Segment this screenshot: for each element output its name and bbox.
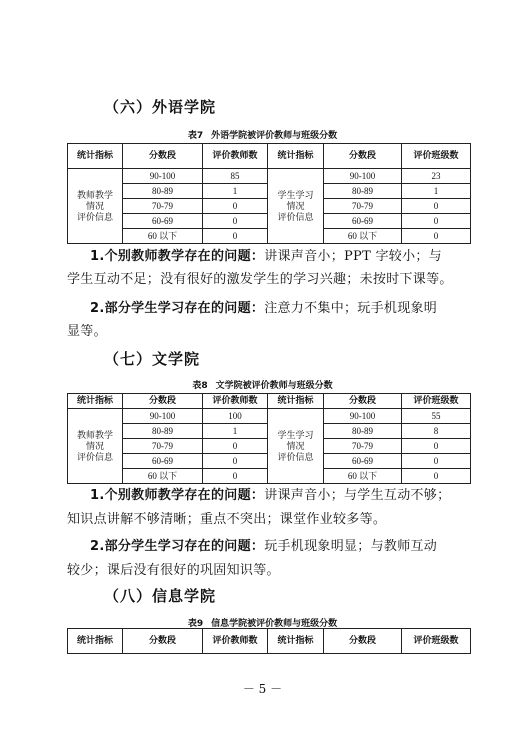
header-cell: 评价教师数	[203, 629, 268, 654]
teacher-count-cell: 1	[203, 184, 268, 199]
score-range-cell: 60 以下	[324, 229, 402, 244]
score-range-cell: 90-100	[123, 169, 203, 184]
caption-number: 表9	[187, 619, 204, 629]
teacher-issues-continuation-6: 学生互动不足；没有很好的激发学生的学习兴趣；未按时下课等。	[67, 272, 453, 287]
header-cell: 分数段	[123, 394, 203, 409]
paragraph-text: 玩手机现象明显；与教师互动	[264, 539, 438, 554]
score-range-cell: 60 以下	[324, 469, 402, 484]
header-cell: 评价班级数	[402, 144, 471, 169]
table-header-row	[68, 144, 471, 169]
section-heading-foreign-languages: （六）外语学院	[104, 98, 217, 116]
category-line: 学生学习	[277, 189, 314, 200]
table-caption-7	[0, 128, 525, 141]
teacher-issues-continuation-7: 知识点讲解不够清晰；重点不突出；课堂作业较多等。	[67, 512, 387, 527]
page-number: － 5 －	[242, 682, 283, 696]
category-cell-student	[268, 409, 324, 484]
category-line: 评价信息	[277, 211, 314, 222]
caption-number: 表7	[187, 131, 204, 141]
category-line: 情况	[85, 200, 104, 211]
score-range-cell: 60-69	[123, 454, 203, 469]
paragraph-lead: 2.部分学生学习存在的问题：	[90, 539, 265, 554]
category-line: 情况	[286, 200, 305, 211]
paragraph-lead: 1.个别教师教学存在的问题：	[90, 249, 265, 264]
paragraph-text: 讲课声音小；与学生互动不够；	[264, 488, 451, 503]
header-cell: 统计指标	[68, 629, 123, 654]
caption-number: 表8	[192, 381, 208, 391]
section-heading-information: （八）信息学院	[104, 587, 217, 605]
table-row	[68, 169, 471, 184]
teacher-count-cell: 0	[203, 469, 268, 484]
class-count-cell: 0	[402, 469, 471, 484]
category-line: 评价信息	[76, 211, 113, 222]
caption-text: 文学院被评价教师与班级分数	[215, 381, 333, 391]
paragraph-lead: 2.部分学生学习存在的问题：	[90, 301, 265, 316]
class-count-cell: 0	[402, 199, 471, 214]
score-range-cell: 90-100	[324, 409, 402, 424]
table-row	[68, 409, 471, 424]
paragraph-text: 注意力不集中；玩手机现象明	[264, 301, 438, 316]
score-range-cell: 70-79	[324, 439, 402, 454]
paragraph-lead: 1.个别教师教学存在的问题：	[90, 488, 265, 503]
header-cell: 评价班级数	[402, 394, 471, 409]
class-count-cell: 23	[402, 169, 471, 184]
teacher-count-cell: 0	[203, 229, 268, 244]
caption-text: 外语学院被评价教师与班级分数	[211, 131, 338, 141]
category-line: 评价信息	[277, 451, 314, 462]
student-issues-paragraph-6	[90, 297, 470, 320]
class-count-cell: 55	[402, 409, 471, 424]
header-cell: 统计指标	[268, 144, 324, 169]
header-cell: 评价教师数	[203, 144, 268, 169]
header-cell: 统计指标	[268, 629, 324, 654]
teacher-issues-paragraph-7	[90, 484, 470, 507]
category-line: 学生学习	[277, 429, 314, 440]
header-cell: 分数段	[123, 144, 203, 169]
teacher-count-cell: 0	[203, 454, 268, 469]
score-range-cell: 70-79	[123, 439, 203, 454]
score-table-8	[67, 393, 471, 484]
teacher-count-cell: 1	[203, 424, 268, 439]
category-line: 教师教学	[76, 429, 113, 440]
score-table-9	[67, 628, 471, 654]
category-line: 情况	[286, 440, 305, 451]
score-range-cell: 60 以下	[123, 469, 203, 484]
table-header-row	[68, 394, 471, 409]
score-range-cell: 60-69	[324, 454, 402, 469]
score-range-cell: 60 以下	[123, 229, 203, 244]
student-issues-continuation-7: 较少；课后没有很好的巩固知识等。	[67, 563, 280, 578]
score-range-cell: 90-100	[123, 409, 203, 424]
score-range-cell: 90-100	[324, 169, 402, 184]
student-issues-continuation-6: 显等。	[67, 324, 107, 339]
header-cell: 统计指标	[68, 394, 123, 409]
score-range-cell: 80-89	[123, 424, 203, 439]
header-cell: 分数段	[324, 144, 402, 169]
section-heading-liberal-arts: （七）文学院	[104, 350, 201, 368]
category-line: 情况	[85, 440, 104, 451]
score-range-cell: 80-89	[324, 424, 402, 439]
class-count-cell: 0	[402, 454, 471, 469]
score-range-cell: 80-89	[324, 184, 402, 199]
teacher-issues-paragraph-6	[90, 245, 470, 268]
student-issues-paragraph-7	[90, 535, 470, 558]
category-line: 教师教学	[76, 189, 113, 200]
header-cell: 评价教师数	[203, 394, 268, 409]
class-count-cell: 1	[402, 184, 471, 199]
teacher-count-cell: 0	[203, 214, 268, 229]
header-cell: 分数段	[324, 394, 402, 409]
table-caption-8	[0, 378, 525, 391]
class-count-cell: 0	[402, 439, 471, 454]
score-range-cell: 70-79	[123, 199, 203, 214]
teacher-count-cell: 0	[203, 439, 268, 454]
score-range-cell: 70-79	[324, 199, 402, 214]
teacher-count-cell: 100	[203, 409, 268, 424]
category-cell-student	[268, 169, 324, 244]
category-line: 评价信息	[76, 451, 113, 462]
class-count-cell: 0	[402, 229, 471, 244]
score-table-7	[67, 143, 471, 244]
caption-text: 信息学院被评价教师与班级分数	[211, 619, 338, 629]
header-cell: 统计指标	[268, 394, 324, 409]
header-cell: 统计指标	[68, 144, 123, 169]
score-range-cell: 60-69	[324, 214, 402, 229]
score-range-cell: 60-69	[123, 214, 203, 229]
class-count-cell: 0	[402, 214, 471, 229]
score-range-cell: 80-89	[123, 184, 203, 199]
paragraph-text: 讲课声音小；PPT 字较小；与	[264, 249, 442, 264]
table-header-row	[68, 629, 471, 654]
teacher-count-cell: 85	[203, 169, 268, 184]
header-cell: 分数段	[123, 629, 203, 654]
header-cell: 分数段	[324, 629, 402, 654]
category-cell-teacher	[68, 409, 123, 484]
class-count-cell: 8	[402, 424, 471, 439]
teacher-count-cell: 0	[203, 199, 268, 214]
category-cell-teacher	[68, 169, 123, 244]
header-cell: 评价班级数	[402, 629, 471, 654]
